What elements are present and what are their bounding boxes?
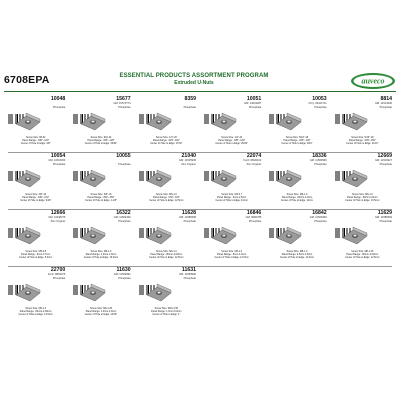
- part-card: [135, 153, 198, 209]
- finish: Phosphate: [118, 277, 131, 280]
- part-card: [200, 210, 263, 266]
- oem-number: GM: 11588469: [375, 216, 392, 219]
- part-card: [69, 210, 132, 266]
- finish: Phosphate: [379, 163, 392, 166]
- oem-number: GM: 11515939: [179, 159, 196, 162]
- finish: Phosphate: [183, 106, 196, 109]
- program-subtitle: Extruded U-Nuts: [174, 80, 214, 86]
- specs: [70, 250, 131, 259]
- hole-to-edge: Center of Hole to Edge: 12.5mm: [149, 199, 184, 202]
- part-number: 18336: [312, 153, 327, 159]
- part-number: 11629: [377, 210, 392, 216]
- u-nut-image: [14, 224, 42, 246]
- u-nut-image: [79, 224, 107, 246]
- panel-range: Panel Range: .80mm-4.00mm: [19, 310, 52, 313]
- screw-size: Screw Size: 1/4"-20: [155, 136, 177, 139]
- panel-range: Panel Range: .025"-.125": [87, 139, 115, 142]
- specs: [136, 250, 197, 259]
- panel-range: Panel Range: .030"-.125": [152, 196, 180, 199]
- part-card: [135, 210, 198, 266]
- finish: Zinc Organic: [50, 220, 66, 223]
- specs: [266, 193, 327, 202]
- finish: Phosphate: [248, 220, 262, 223]
- specs: [332, 193, 393, 202]
- panel-range: Panel Range: .80mm-4.00mm: [346, 253, 379, 256]
- part-card: [135, 267, 198, 323]
- screw-size: Screw Size: M8-1.25: [351, 250, 374, 253]
- oem-number: GM: 11516927: [375, 159, 392, 162]
- specs: [5, 307, 66, 316]
- u-nut-image: [210, 167, 238, 189]
- panel-range: Panel Range: .80mm-4.0mm: [347, 196, 378, 199]
- finish: Zinc Organic: [246, 163, 262, 166]
- program-title: ESSENTIAL PRODUCTS ASSORTMENT PROGRAM: [119, 73, 269, 79]
- specs: [5, 193, 66, 202]
- hole-to-edge: Center of Hole to Edge: 13/16": [84, 313, 118, 316]
- part-card: [331, 96, 394, 152]
- hole-to-edge: Center of Hole to Edge: 12.5mm: [149, 256, 184, 259]
- specs: [70, 307, 131, 316]
- specs: [201, 250, 262, 259]
- oem-number: GM: 11569996: [309, 159, 327, 162]
- part-card: [4, 96, 67, 152]
- grid-row: [4, 210, 396, 267]
- assortment-sheet: [0, 72, 400, 327]
- oem-number: GM: 11588468: [179, 216, 196, 219]
- hole-to-edge: Center of Hole to Edge: 25/32": [215, 142, 248, 145]
- panel-range: Panel Range: .8mm-4.0mm: [217, 253, 247, 256]
- u-nut-image: [79, 281, 107, 303]
- part-card: [69, 267, 132, 323]
- panel-range: Panel Range: .035"-.150": [348, 139, 376, 142]
- part-number: 10048: [50, 96, 66, 102]
- grid-row: [4, 96, 396, 153]
- part-number: 12666: [50, 210, 66, 216]
- finish: Phosphate: [314, 220, 327, 223]
- panel-range: Panel Range: .035"-.100": [218, 139, 246, 142]
- specs: [136, 307, 197, 316]
- panel-range: Panel Range: 1.0mm-5.0mm: [151, 310, 182, 313]
- screw-size: Screw Size: 3/8"-16: [90, 193, 112, 196]
- screw-size: Screw Size: 5/16"-18: [351, 136, 374, 139]
- part-number: 11631: [181, 267, 196, 273]
- screw-size: Screw Size: M6-1.0: [25, 307, 47, 310]
- panel-range: Panel Range: .80mm-4.00mm: [150, 253, 183, 256]
- screw-size: Screw Size: 3/8"-16: [25, 193, 47, 196]
- oem-number: Chry: 06101711: [308, 102, 327, 105]
- finish: Phosphate: [118, 163, 131, 166]
- screw-size: Screw Size: M8-1.25: [89, 307, 113, 310]
- part-card: [4, 267, 67, 323]
- part-number: 10055: [116, 153, 131, 159]
- screw-size: Screw Size: M6-1.0: [155, 250, 177, 253]
- specs: [70, 193, 131, 202]
- part-number: 15677: [116, 96, 131, 102]
- part-number: 22700: [50, 267, 66, 273]
- part-card: [331, 153, 394, 209]
- hole-to-edge: Center of Hole to Edge: 1-1/8": [85, 199, 117, 202]
- part-number: 12669: [377, 153, 392, 159]
- hole-to-edge: Center of Hole to Edge: 11.0mm: [279, 256, 315, 259]
- u-nut-image: [145, 281, 173, 303]
- part-card: [265, 96, 328, 152]
- finish: Phosphate: [118, 106, 131, 109]
- screw-size: Screw Size: M8-1.0: [286, 250, 308, 253]
- header: [4, 72, 396, 92]
- oem-number: GM: 11514336: [375, 102, 392, 105]
- part-number: 21040: [181, 153, 196, 159]
- hole-to-edge: Center of Hole to Edge: 15/32": [84, 142, 118, 145]
- finish: Phosphate: [248, 106, 262, 109]
- oem-number: Ford: W520102: [243, 159, 262, 162]
- part-number: 16842: [312, 210, 327, 216]
- u-nut-image: [145, 167, 173, 189]
- panel-range: Panel Range: .80mm-4.0mm: [281, 196, 313, 199]
- specs: [5, 136, 66, 145]
- hole-to-edge: Center of Hole to Edge: 9/16": [281, 142, 313, 145]
- screw-size: Screw Size: M6-1.0: [90, 250, 112, 253]
- panel-range: Panel Range: 1.0mm-4.0mm: [85, 310, 117, 313]
- finish: Phosphate: [52, 277, 66, 280]
- oem-number: GM: 9082785: [245, 216, 262, 219]
- part-card: [69, 153, 132, 209]
- hole-to-edge: Center of Hole to Edge: 13.5mm: [345, 199, 380, 202]
- u-nut-image: [341, 110, 369, 132]
- oem-number: GM: 11569991: [113, 273, 131, 276]
- screw-size: Screw Size: 5/16"-18: [285, 136, 309, 139]
- panel-range: Panel Range: .030"-.100": [22, 139, 50, 142]
- u-nut-image: [145, 110, 173, 132]
- part-number: 10053: [312, 96, 327, 102]
- specs: [266, 250, 327, 259]
- part-number: 8814: [380, 96, 392, 102]
- specs: [5, 250, 66, 259]
- u-nut-image: [210, 110, 238, 132]
- hole-to-edge: Center of Hole to Edge: 3/8": [20, 142, 51, 145]
- specs: [332, 136, 393, 145]
- kit-code: 6708EPA: [4, 74, 50, 86]
- oem-number: GM: 11509469: [309, 216, 327, 219]
- u-nut-image: [210, 224, 238, 246]
- screw-size: Screw Size: M6-1.0: [351, 193, 373, 196]
- u-nut-image: [14, 167, 42, 189]
- specs: [201, 136, 262, 145]
- part-number: 22074: [246, 153, 262, 159]
- part-card: [135, 96, 198, 152]
- oem-number: GM: 14024287: [244, 102, 262, 105]
- grid-row: [4, 267, 396, 324]
- part-number: 10054: [50, 153, 66, 159]
- u-nut-image: [275, 167, 303, 189]
- u-nut-image: [145, 224, 173, 246]
- screw-size: Screw Size: M5-0.8: [25, 250, 47, 253]
- panel-range: Panel Range: .025"-.100": [152, 139, 180, 142]
- screw-size: Screw Size: M10-1.50: [154, 307, 179, 310]
- hole-to-edge: Center of Hole to Edge: 17/32": [150, 142, 183, 145]
- screw-size: Screw Size: 1/4"-20: [221, 136, 243, 139]
- specs: [266, 136, 327, 145]
- finish: Phosphate: [183, 277, 196, 280]
- part-number: 10051: [246, 96, 262, 102]
- specs: [332, 250, 393, 259]
- panel-range: Panel Range: .035"-.100": [283, 139, 311, 142]
- screw-size: Screw Size: M4-0.7: [221, 193, 243, 196]
- oem-number: GM: 11569996: [179, 273, 196, 276]
- screw-size: Screw Size: M6-1.0: [221, 250, 243, 253]
- u-nut-image: [275, 110, 303, 132]
- logo-text: auveco: [361, 76, 385, 86]
- oem-number: GM: 11504303: [48, 159, 66, 162]
- u-nut-image: [341, 167, 369, 189]
- finish: Phosphate: [52, 106, 66, 109]
- finish: Phosphate: [52, 163, 66, 166]
- u-nut-image: [341, 224, 369, 246]
- hole-to-edge: Center of Hole to Edge: 11/16": [346, 142, 379, 145]
- screw-size: Screw Size: #10-24: [90, 136, 112, 139]
- part-number: 16846: [246, 210, 262, 216]
- screw-size: Screw Size: M6-1.0: [155, 193, 177, 196]
- hole-to-edge: Center of Hole to Edge: 9/16": [20, 199, 52, 202]
- u-nut-image: [14, 281, 42, 303]
- hole-to-edge: Center of Hole to Edge: 14.5mm: [345, 256, 380, 259]
- part-card: [4, 210, 67, 266]
- oem-number: Ford: N803276: [48, 273, 66, 276]
- finish: Phosphate: [379, 106, 392, 109]
- u-nut-image: [79, 167, 107, 189]
- hole-to-edge: Center of Hole to Edge: 11mm: [280, 199, 314, 202]
- auveco-logo: [350, 72, 396, 90]
- specs: [136, 193, 197, 202]
- hole-to-edge: Center of Hole to Edge: 1": [152, 313, 181, 316]
- hole-to-edge: Center of Hole to Edge: 12.5mm: [214, 256, 249, 259]
- finish: Phosphate: [314, 106, 327, 109]
- oem-number: GM: 11504309: [113, 216, 131, 219]
- part-card: [331, 210, 394, 266]
- finish: Phosphate: [118, 220, 131, 223]
- oem-number: GM: 15572773: [113, 102, 131, 105]
- part-number: 8359: [184, 96, 196, 102]
- titles: [54, 73, 334, 86]
- part-card: [69, 96, 132, 152]
- screw-size: Screw Size: M6-1.0: [286, 193, 308, 196]
- panel-range: Panel Range: .8mm-3.7mm: [21, 253, 51, 256]
- hole-to-edge: Center of Hole to Edge: 10mm: [215, 199, 248, 202]
- finish: Phosphate: [314, 163, 327, 166]
- specs: [201, 193, 262, 202]
- finish: Zinc Organic: [181, 163, 196, 166]
- finish: Phosphate: [379, 220, 392, 223]
- part-card: [200, 153, 263, 209]
- panel-range: Panel Range: .050"-.250": [87, 196, 115, 199]
- panel-range: Panel Range: 0.5mm-4.5mm: [281, 253, 313, 256]
- part-card: [200, 96, 263, 152]
- panel-range: Panel Range: .6mm-2.5mm: [217, 196, 247, 199]
- screw-size: Screw Size: #8-32: [25, 136, 46, 139]
- part-card: [265, 153, 328, 209]
- part-card: [4, 153, 67, 209]
- u-nut-image: [79, 110, 107, 132]
- header-rule: [4, 91, 396, 92]
- part-number: 11630: [116, 267, 131, 273]
- oem-number: GM: 11548276: [48, 216, 66, 219]
- u-nut-image: [14, 110, 42, 132]
- panel-range: Panel Range: 1.0mm-2.0mm: [85, 253, 117, 256]
- hole-to-edge: Center of Hole to Edge: 14.5mm: [18, 313, 53, 316]
- finish: Phosphate: [183, 220, 196, 223]
- part-number: 11628: [181, 210, 196, 216]
- hole-to-edge: Center of Hole to Edge: 8.0mm: [19, 256, 53, 259]
- grid-row: [4, 153, 396, 210]
- u-nut-image: [275, 224, 303, 246]
- part-card: [265, 210, 328, 266]
- specs: [70, 136, 131, 145]
- specs: [136, 136, 197, 145]
- hole-to-edge: Center of Hole to Edge: 19.0mm: [83, 256, 119, 259]
- part-number: 16322: [116, 210, 131, 216]
- panel-range: Panel Range: .030"-.100": [22, 196, 50, 199]
- parts-grid: [4, 96, 396, 324]
